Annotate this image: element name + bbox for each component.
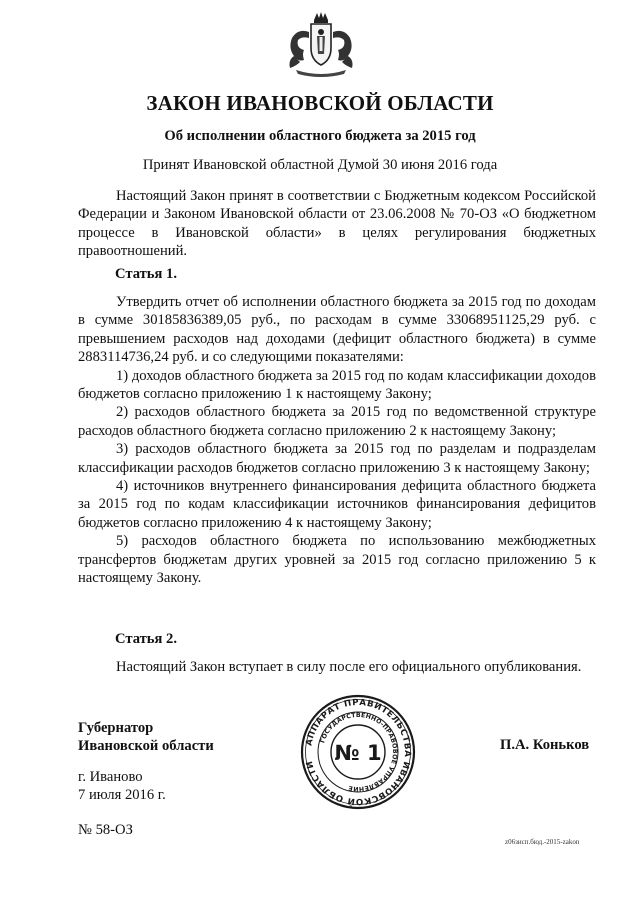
stamp-number: № 1	[334, 741, 382, 765]
preamble-block	[78, 187, 596, 261]
official-stamp	[300, 694, 416, 810]
coat-of-arms-icon	[282, 10, 360, 78]
file-code: z06зисп.бюд.-2015-zakon	[505, 838, 580, 846]
article-1-item: 4) источников внутреннего финансирования дефицита областного бюджета за 2015 год по кодам классификации источников финансирования дефицитов бюджетов согласно приложению 4 к настоящему Закону;	[78, 478, 596, 531]
law-subtitle: Об исполнении областного бюджета за 2015 год	[164, 128, 476, 144]
article-1-intro: Утвердить отчет об исполнении областного бюджета за 2015 год по доходам в сумме 30185836389,05 руб., по расходам в сумме 33068951125,29 руб. с превышением расходов над доходами (дефицит областного бюджета) в сумме 2883114736,24 руб. и со следующими показателями:	[78, 294, 596, 366]
signatory-position-line2: Ивановской области	[78, 738, 214, 755]
place-and-date	[78, 768, 166, 805]
signatory-name: П.А. Коньков	[500, 737, 590, 753]
article-1-body	[78, 293, 596, 588]
article-1-item: 1) доходов областного бюджета за 2015 год по кодам классификации доходов бюджетов согласно приложению 1 к настоящему Закону;	[78, 367, 596, 403]
article-1-item: 3) расходов областного бюджета за 2015 год по разделам и подразделам классификации расходов бюджетов согласно приложению 3 к настоящему Закону;	[78, 441, 596, 476]
article-1-item: 2) расходов областного бюджета за 2015 год по ведомственной структуре расходов областного бюджета согласно приложению 2 к настоящему Закону;	[78, 404, 596, 439]
law-title: ЗАКОН ИВАНОВСКОЙ ОБЛАСТИ	[146, 91, 494, 115]
law-number: № 58-ОЗ	[78, 822, 133, 838]
stamp-inner-text: ГОСУДАРСТВЕННО-ПРАВОВОЕ УПРАВЛЕНИЕ	[319, 711, 399, 793]
article-2-body	[78, 658, 596, 676]
signatory-position	[78, 719, 214, 756]
preamble-paragraph: Настоящий Закон принят в соответствии с Бюджетным кодексом Российской Федерации и Законом Ивановской области от 23.06.2008 № 70-ОЗ «О бюджетном процессе в Ивановской области» в целях регулирования бюджетных правоотношений.	[78, 188, 596, 260]
article-1-heading: Статья 1.	[115, 266, 177, 282]
article-1-item: 5) расходов областного бюджета по использованию межбюджетных трансфертов бюджетам других уровней за 2015 год согласно приложению 5 к настоящему Закону.	[78, 533, 596, 587]
stamp-outer-text: АППАРАТ ПРАВИТЕЛЬСТВА ИВАНОВСКОЙ ОБЛАСТИ	[304, 697, 413, 807]
article-2-paragraph: Настоящий Закон вступает в силу после его официального опубликования.	[116, 659, 582, 675]
signatory-position-line1: Губернатор	[78, 720, 154, 736]
place: г. Иваново	[78, 769, 143, 785]
article-2-heading: Статья 2.	[115, 631, 177, 647]
date: 7 июля 2016 г.	[78, 787, 166, 804]
adoption-line: Принят Ивановской областной Думой 30 июня 2016 года	[142, 157, 498, 173]
